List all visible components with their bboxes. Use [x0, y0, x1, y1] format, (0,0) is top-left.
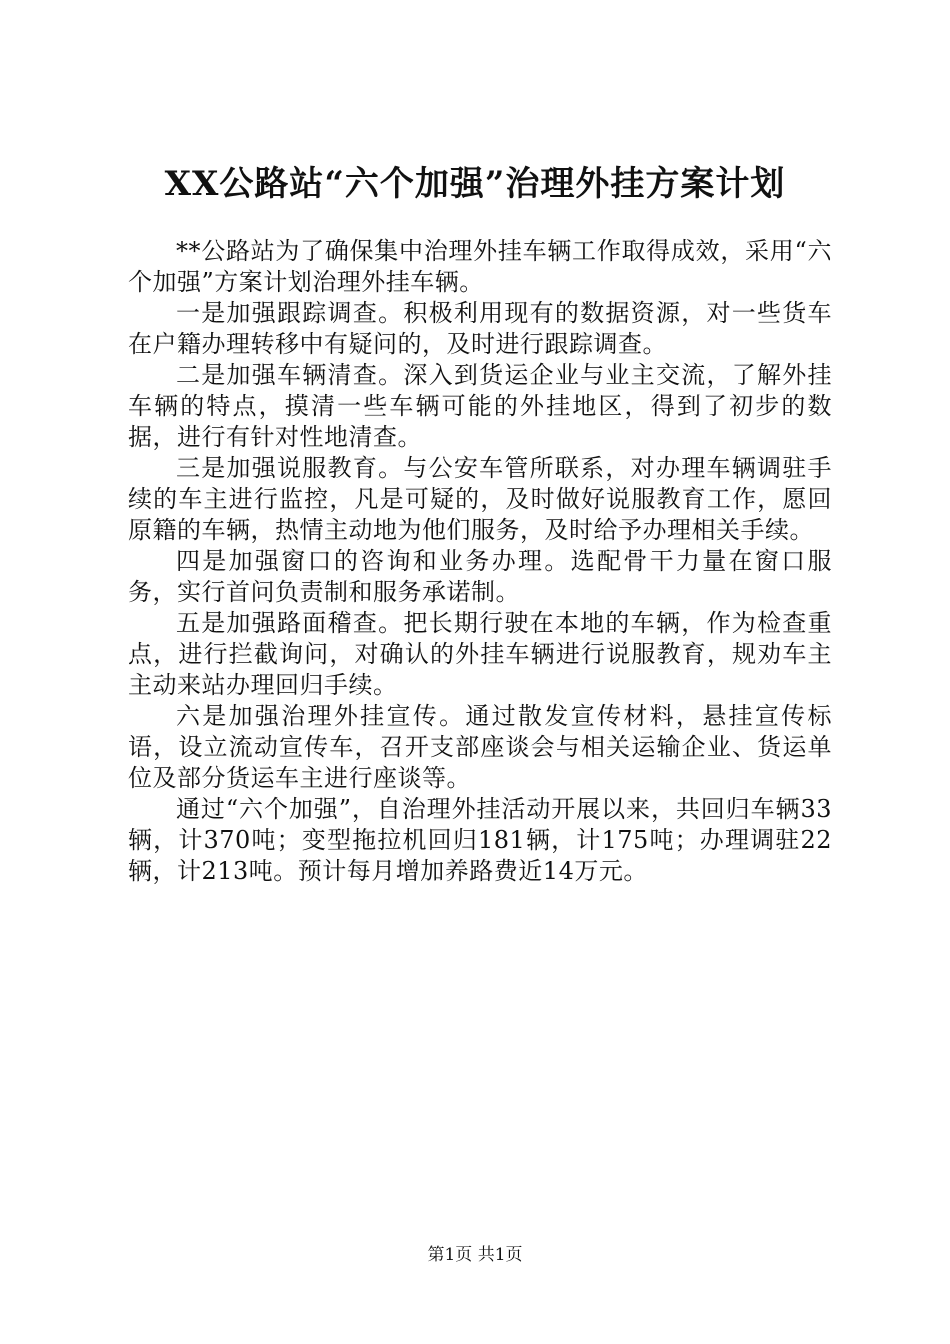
paragraph-persuasion: 三是加强说服教育。与公安车管所联系，对办理车辆调驻手续的车主进行监控，凡是可疑的，及时做好说服教育工作，愿回原籍的车辆，热情主动地为他们服务，及时给予办理相关手续。 — [128, 454, 832, 544]
page-footer: 第1页 共1页 — [427, 1245, 523, 1265]
paragraph-road-inspection: 五是加强路面稽查。把长期行驶在本地的车辆，作为检查重点，进行拦截询问，对确认的外挂车辆进行说服教育，规劝车主主动来站办理回归手续。 — [128, 609, 832, 699]
paragraph-tracking: 一是加强跟踪调查。积极利用现有的数据资源，对一些货车在户籍办理转移中有疑问的，及时进行跟踪调查。 — [128, 299, 832, 358]
document-title: XX公路站“六个加强”治理外挂方案计划 — [164, 164, 786, 204]
paragraph-publicity: 六是加强治理外挂宣传。通过散发宣传材料，悬挂宣传标语，设立流动宣传车，召开支部座谈会与相关运输企业、货运单位及部分货运车主进行座谈等。 — [128, 702, 832, 792]
document-body — [128, 236, 832, 887]
paragraph-vehicle-check: 二是加强车辆清查。深入到货运企业与业主交流，了解外挂车辆的特点，摸清一些车辆可能的外挂地区，得到了初步的数据，进行有针对性地清查。 — [128, 361, 832, 451]
paragraph-results: 通过“六个加强”，自治理外挂活动开展以来，共回归车辆33辆，计370吨；变型拖拉机回归181辆，计175吨；办理调驻22辆，计213吨。预计每月增加养路费近14万元。 — [128, 795, 832, 885]
paragraph-window-service: 四是加强窗口的咨询和业务办理。选配骨干力量在窗口服务，实行首问负责制和服务承诺制。 — [128, 547, 832, 606]
paragraph-intro: **公路站为了确保集中治理外挂车辆工作取得成效，采用“六个加强”方案计划治理外挂车辆。 — [128, 237, 832, 296]
